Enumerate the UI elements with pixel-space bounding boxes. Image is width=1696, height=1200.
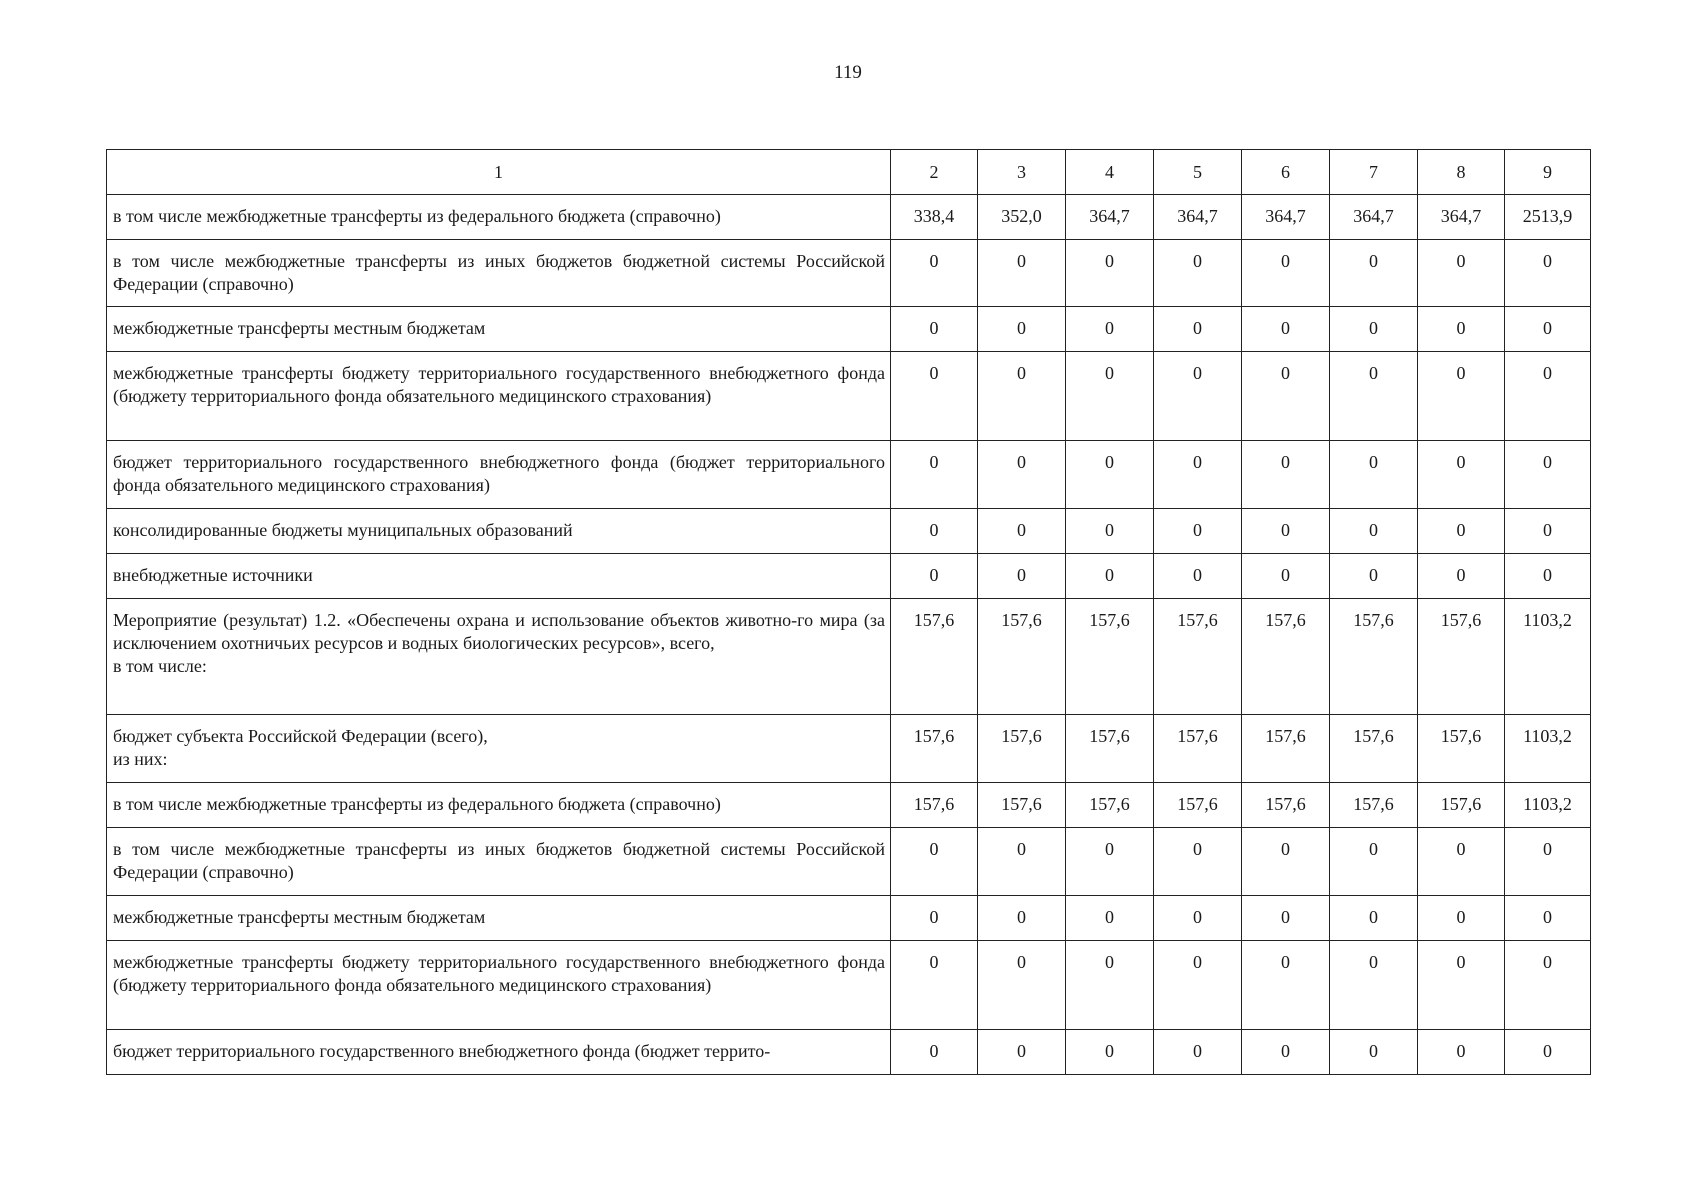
value-cell: 0 bbox=[1505, 828, 1591, 896]
value-cell: 0 bbox=[1418, 554, 1505, 599]
value-cell: 157,6 bbox=[1242, 715, 1330, 783]
value-cell: 1103,2 bbox=[1505, 599, 1591, 715]
row-label: в том числе межбюджетные трансферты из федерального бюджета (справочно) bbox=[113, 206, 721, 226]
value-cell: 157,6 bbox=[1154, 599, 1242, 715]
value-cell: 0 bbox=[1242, 828, 1330, 896]
row-label-cell bbox=[107, 509, 891, 554]
column-header: 6 bbox=[1242, 150, 1330, 195]
value-cell: 0 bbox=[1242, 1030, 1330, 1075]
value-cell: 0 bbox=[891, 941, 978, 1030]
value-cell: 0 bbox=[978, 509, 1066, 554]
value-cell: 0 bbox=[1154, 240, 1242, 307]
value-cell: 157,6 bbox=[1066, 783, 1154, 828]
value-cell: 157,6 bbox=[891, 599, 978, 715]
value-cell: 0 bbox=[1418, 307, 1505, 352]
value-cell: 0 bbox=[1154, 941, 1242, 1030]
value-cell: 0 bbox=[1330, 509, 1418, 554]
table-row bbox=[107, 307, 1591, 352]
column-header: 4 bbox=[1066, 150, 1154, 195]
value-cell: 0 bbox=[1418, 509, 1505, 554]
value-cell: 0 bbox=[1505, 1030, 1591, 1075]
row-label: межбюджетные трансферты местным бюджетам bbox=[113, 318, 486, 338]
value-cell: 0 bbox=[1330, 1030, 1418, 1075]
value-cell: 0 bbox=[978, 941, 1066, 1030]
table-row bbox=[107, 352, 1591, 441]
table-header-row bbox=[107, 150, 1591, 195]
row-label: бюджет территориального государственного внебюджетного фонда (бюджет террито- bbox=[113, 1041, 771, 1061]
row-label-cell bbox=[107, 441, 891, 509]
column-header: 3 bbox=[978, 150, 1066, 195]
row-label-cell bbox=[107, 941, 891, 1030]
value-cell: 364,7 bbox=[1242, 195, 1330, 240]
value-cell: 157,6 bbox=[1418, 599, 1505, 715]
value-cell: 0 bbox=[1154, 352, 1242, 441]
value-cell: 157,6 bbox=[1066, 599, 1154, 715]
page-number: 119 bbox=[834, 62, 862, 83]
table-row bbox=[107, 896, 1591, 941]
row-label: межбюджетные трансферты бюджету территориального государственного внебюджетного фонда (бюджету территориального фонда обязательного медицинского страхования) bbox=[113, 952, 885, 995]
table-row bbox=[107, 783, 1591, 828]
table-row bbox=[107, 441, 1591, 509]
value-cell: 0 bbox=[1418, 240, 1505, 307]
value-cell: 157,6 bbox=[1154, 783, 1242, 828]
value-cell: 0 bbox=[1505, 352, 1591, 441]
value-cell: 0 bbox=[978, 828, 1066, 896]
value-cell: 0 bbox=[1418, 352, 1505, 441]
value-cell: 0 bbox=[1505, 240, 1591, 307]
row-label: консолидированные бюджеты муниципальных образований bbox=[113, 520, 573, 540]
value-cell: 0 bbox=[1242, 307, 1330, 352]
table-row bbox=[107, 509, 1591, 554]
value-cell: 0 bbox=[1066, 240, 1154, 307]
value-cell: 0 bbox=[1418, 896, 1505, 941]
value-cell: 0 bbox=[1242, 941, 1330, 1030]
value-cell: 157,6 bbox=[1330, 599, 1418, 715]
row-label-cell bbox=[107, 599, 891, 715]
value-cell: 157,6 bbox=[1330, 783, 1418, 828]
table-body bbox=[107, 195, 1591, 1075]
value-cell: 364,7 bbox=[1066, 195, 1154, 240]
column-header: 8 bbox=[1418, 150, 1505, 195]
row-label-cell bbox=[107, 896, 891, 941]
table-row bbox=[107, 195, 1591, 240]
value-cell: 0 bbox=[978, 1030, 1066, 1075]
value-cell: 0 bbox=[1242, 509, 1330, 554]
row-label-cell bbox=[107, 715, 891, 783]
value-cell: 157,6 bbox=[1418, 715, 1505, 783]
row-label: в том числе межбюджетные трансферты из иных бюджетов бюджетной системы Российской Федерации (справочно) bbox=[113, 251, 885, 294]
value-cell: 157,6 bbox=[1066, 715, 1154, 783]
value-cell: 0 bbox=[1505, 896, 1591, 941]
row-label: Мероприятие (результат) 1.2. «Обеспечены охрана и использование объектов животно-го мира (за исключением охотничьих ресурсов и водных биологических ресурсов», всего, в том числе: bbox=[113, 610, 885, 676]
value-cell: 0 bbox=[1154, 1030, 1242, 1075]
value-cell: 0 bbox=[978, 352, 1066, 441]
value-cell: 157,6 bbox=[891, 783, 978, 828]
value-cell: 0 bbox=[978, 554, 1066, 599]
value-cell: 0 bbox=[1066, 941, 1154, 1030]
row-label-cell bbox=[107, 1030, 891, 1075]
row-label-cell bbox=[107, 783, 891, 828]
table-row bbox=[107, 1030, 1591, 1075]
value-cell: 0 bbox=[978, 896, 1066, 941]
value-cell: 352,0 bbox=[978, 195, 1066, 240]
value-cell: 157,6 bbox=[1154, 715, 1242, 783]
value-cell: 0 bbox=[891, 1030, 978, 1075]
value-cell: 0 bbox=[1330, 828, 1418, 896]
table-row bbox=[107, 715, 1591, 783]
column-header: 7 bbox=[1330, 150, 1418, 195]
value-cell: 0 bbox=[1154, 896, 1242, 941]
budget-table bbox=[106, 149, 1591, 1075]
row-label: бюджет территориального государственного внебюджетного фонда (бюджет территориального фонда обязательного медицинского страхования) bbox=[113, 452, 885, 495]
value-cell: 1103,2 bbox=[1505, 783, 1591, 828]
value-cell: 0 bbox=[978, 441, 1066, 509]
table-row bbox=[107, 554, 1591, 599]
value-cell: 0 bbox=[1330, 441, 1418, 509]
value-cell: 0 bbox=[1330, 554, 1418, 599]
value-cell: 0 bbox=[1154, 441, 1242, 509]
value-cell: 0 bbox=[1242, 896, 1330, 941]
value-cell: 0 bbox=[1418, 828, 1505, 896]
value-cell: 0 bbox=[1418, 441, 1505, 509]
row-label: в том числе межбюджетные трансферты из иных бюджетов бюджетной системы Российской Федерации (справочно) bbox=[113, 839, 885, 882]
value-cell: 0 bbox=[1242, 240, 1330, 307]
row-label-cell bbox=[107, 195, 891, 240]
value-cell: 0 bbox=[978, 240, 1066, 307]
column-header: 1 bbox=[107, 150, 891, 195]
value-cell: 0 bbox=[1066, 896, 1154, 941]
value-cell: 0 bbox=[891, 896, 978, 941]
value-cell: 0 bbox=[1154, 828, 1242, 896]
value-cell: 0 bbox=[1154, 554, 1242, 599]
table-row bbox=[107, 599, 1591, 715]
value-cell: 0 bbox=[891, 307, 978, 352]
value-cell: 0 bbox=[1066, 441, 1154, 509]
row-label: бюджет субъекта Российской Федерации (всего), из них: bbox=[113, 726, 488, 769]
value-cell: 0 bbox=[1066, 1030, 1154, 1075]
value-cell: 0 bbox=[1505, 307, 1591, 352]
value-cell: 0 bbox=[1066, 352, 1154, 441]
value-cell: 0 bbox=[891, 554, 978, 599]
value-cell: 0 bbox=[1505, 554, 1591, 599]
value-cell: 0 bbox=[1330, 307, 1418, 352]
value-cell: 338,4 bbox=[891, 195, 978, 240]
value-cell: 0 bbox=[1066, 307, 1154, 352]
value-cell: 0 bbox=[1066, 828, 1154, 896]
value-cell: 0 bbox=[1154, 307, 1242, 352]
value-cell: 0 bbox=[891, 509, 978, 554]
value-cell: 0 bbox=[1330, 896, 1418, 941]
row-label-cell bbox=[107, 352, 891, 441]
value-cell: 0 bbox=[1066, 509, 1154, 554]
value-cell: 0 bbox=[891, 441, 978, 509]
row-label-cell bbox=[107, 828, 891, 896]
value-cell: 157,6 bbox=[978, 715, 1066, 783]
value-cell: 0 bbox=[1505, 509, 1591, 554]
value-cell: 0 bbox=[1242, 441, 1330, 509]
value-cell: 0 bbox=[978, 307, 1066, 352]
value-cell: 0 bbox=[891, 828, 978, 896]
value-cell: 0 bbox=[1330, 352, 1418, 441]
value-cell: 157,6 bbox=[891, 715, 978, 783]
table-row bbox=[107, 240, 1591, 307]
value-cell: 0 bbox=[1242, 352, 1330, 441]
row-label: межбюджетные трансферты местным бюджетам bbox=[113, 907, 486, 927]
value-cell: 0 bbox=[1418, 1030, 1505, 1075]
value-cell: 364,7 bbox=[1154, 195, 1242, 240]
value-cell: 0 bbox=[891, 352, 978, 441]
value-cell: 0 bbox=[1330, 941, 1418, 1030]
column-header: 5 bbox=[1154, 150, 1242, 195]
value-cell: 364,7 bbox=[1418, 195, 1505, 240]
value-cell: 157,6 bbox=[978, 599, 1066, 715]
value-cell: 0 bbox=[1154, 509, 1242, 554]
column-header: 9 bbox=[1505, 150, 1591, 195]
value-cell: 157,6 bbox=[1242, 599, 1330, 715]
row-label-cell bbox=[107, 307, 891, 352]
value-cell: 0 bbox=[1330, 240, 1418, 307]
table-row bbox=[107, 941, 1591, 1030]
value-cell: 0 bbox=[1505, 941, 1591, 1030]
column-header: 2 bbox=[891, 150, 978, 195]
value-cell: 157,6 bbox=[1330, 715, 1418, 783]
row-label: внебюджетные источники bbox=[113, 565, 313, 585]
value-cell: 2513,9 bbox=[1505, 195, 1591, 240]
row-label: в том числе межбюджетные трансферты из федерального бюджета (справочно) bbox=[113, 794, 721, 814]
value-cell: 0 bbox=[1418, 941, 1505, 1030]
row-label: межбюджетные трансферты бюджету территориального государственного внебюджетного фонда (бюджету территориального фонда обязательного медицинского страхования) bbox=[113, 363, 885, 406]
value-cell: 0 bbox=[891, 240, 978, 307]
value-cell: 1103,2 bbox=[1505, 715, 1591, 783]
value-cell: 157,6 bbox=[1418, 783, 1505, 828]
value-cell: 157,6 bbox=[1242, 783, 1330, 828]
value-cell: 364,7 bbox=[1330, 195, 1418, 240]
row-label-cell bbox=[107, 240, 891, 307]
row-label-cell bbox=[107, 554, 891, 599]
value-cell: 0 bbox=[1505, 441, 1591, 509]
value-cell: 0 bbox=[1066, 554, 1154, 599]
table-row bbox=[107, 828, 1591, 896]
value-cell: 157,6 bbox=[978, 783, 1066, 828]
value-cell: 0 bbox=[1242, 554, 1330, 599]
